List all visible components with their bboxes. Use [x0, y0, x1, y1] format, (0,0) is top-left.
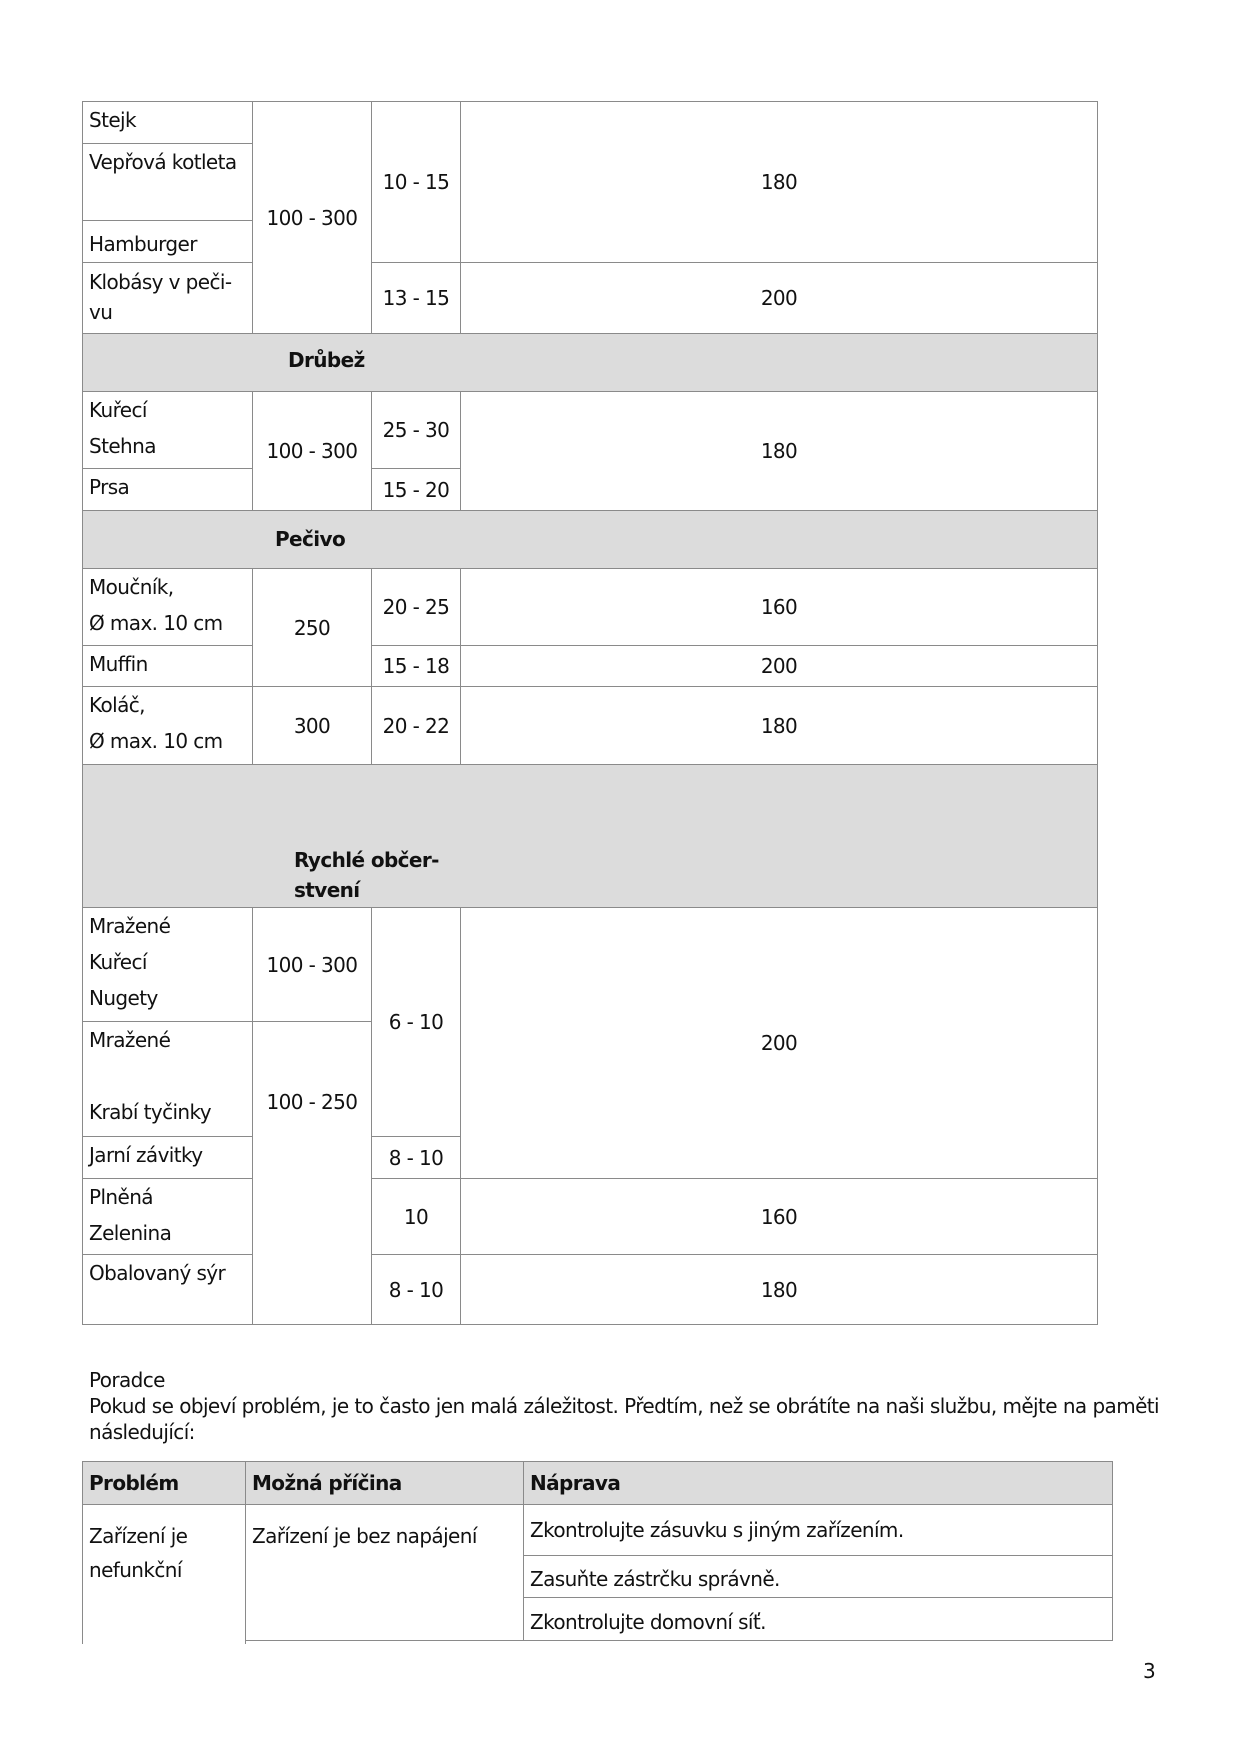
temp-value: 160: [760, 595, 798, 619]
food-label: Plněná: [89, 1185, 153, 1209]
cell-remedy: [523, 1504, 1113, 1556]
cell-temp: [460, 686, 1098, 765]
time-value: 10 - 15: [382, 170, 450, 194]
cell-time: [371, 1254, 461, 1325]
column-header: Problém: [89, 1471, 179, 1495]
cell-muffin: [82, 645, 253, 687]
cause-text: Zařízení je bez napájení: [252, 1524, 477, 1548]
food-label: Ø max. 10 cm: [89, 729, 223, 753]
cell-temp: [460, 1254, 1098, 1325]
section-header-pastry: [82, 510, 1098, 569]
remedy-text: Zkontrolujte domovní síť.: [530, 1610, 766, 1634]
cell-weight: [252, 907, 372, 1022]
food-label: Moučník,: [89, 575, 174, 599]
cell-time: [371, 645, 461, 687]
cell-temp: [460, 568, 1098, 646]
cell-nugety: [82, 907, 253, 1022]
cell-problem: [82, 1504, 246, 1644]
remedy-text: Zkontrolujte zásuvku s jiným zařízením.: [530, 1518, 904, 1542]
food-label: Hamburger: [89, 232, 197, 256]
time-value: 20 - 22: [382, 713, 450, 738]
cell-time: [371, 468, 461, 511]
temp-value: 180: [760, 713, 798, 738]
cell-plnena: [82, 1178, 253, 1255]
food-label: Koláč,: [89, 693, 145, 717]
cell-temp: [460, 262, 1098, 334]
time-value: 25 - 30: [382, 418, 450, 442]
column-header: Možná příčina: [252, 1471, 402, 1495]
food-label: Muffin: [89, 652, 148, 676]
time-value: 10: [403, 1204, 429, 1229]
cell-syr: [82, 1254, 253, 1325]
problem-text: nefunkční: [89, 1558, 182, 1582]
cell-time: [371, 568, 461, 646]
cell-hamburger: [82, 220, 253, 263]
temp-value: 200: [760, 1031, 798, 1055]
weight-value: 250: [293, 615, 331, 640]
time-value: 13 - 15: [382, 286, 450, 310]
cell-klobasy: [82, 262, 253, 334]
time-value: 20 - 25: [382, 595, 450, 619]
time-value: 6 - 10: [388, 1010, 444, 1034]
cell-weight: [252, 1021, 372, 1325]
cell-cause: [245, 1504, 524, 1641]
section-title: Drůbež: [288, 348, 365, 372]
section-title: Pečivo: [275, 527, 346, 551]
food-label: Obalovaný sýr: [89, 1261, 226, 1285]
weight-value: 100 - 300: [266, 952, 358, 977]
food-label: Krabí tyčinky: [89, 1100, 212, 1124]
cell-time: [371, 262, 461, 334]
cell-temp: [460, 645, 1098, 687]
cell-temp: [460, 907, 1098, 1179]
food-label: Stejk: [89, 108, 136, 132]
food-label: Mražené: [89, 914, 171, 938]
cell-time: [371, 391, 461, 469]
food-label: Nugety: [89, 986, 158, 1010]
temp-value: 180: [760, 439, 798, 463]
weight-value: 100 - 300: [266, 205, 358, 230]
header-remedy: [523, 1461, 1113, 1505]
cell-jarni: [82, 1136, 253, 1179]
weight-value: 100 - 250: [266, 1090, 358, 1114]
food-label: Klobásy v peči-: [89, 270, 232, 294]
food-label: Kuřecí: [89, 950, 147, 974]
cell-weight: [252, 568, 372, 687]
cell-moucnik: [82, 568, 253, 646]
section-title: [294, 845, 439, 905]
cell-time: [371, 1136, 461, 1179]
cell-weight: [252, 391, 372, 511]
temp-value: 160: [760, 1204, 798, 1229]
food-label: Mražené: [89, 1028, 171, 1052]
section-title-line: Rychlé občer-: [294, 848, 439, 872]
food-label: Kuřecí: [89, 398, 147, 422]
temp-value: 200: [760, 286, 798, 310]
cell-weight: [252, 686, 372, 765]
section-title-line: stvení: [294, 878, 360, 902]
time-value: 15 - 18: [382, 654, 450, 678]
cell-veprova: [82, 143, 253, 221]
section-header-poultry: [82, 333, 1098, 392]
cell-prsa: [82, 468, 253, 511]
temp-value: 180: [760, 1277, 798, 1302]
cell-temp: [460, 1178, 1098, 1255]
header-problem: [82, 1461, 246, 1505]
temp-value: 200: [760, 654, 798, 678]
problem-text: Zařízení je: [89, 1524, 188, 1548]
cell-time: [371, 1178, 461, 1255]
cell-weight: [252, 101, 372, 334]
food-label: vu: [89, 300, 113, 324]
advice-title: Poradce: [89, 1368, 165, 1392]
food-label: Ø max. 10 cm: [89, 611, 223, 635]
cell-kolac: [82, 686, 253, 765]
food-label: Prsa: [89, 475, 130, 499]
temp-value: 180: [760, 170, 798, 194]
cell-krabi: [82, 1021, 253, 1137]
time-value: 8 - 10: [388, 1145, 444, 1170]
food-label: Jarní závitky: [89, 1143, 203, 1167]
header-cause: [245, 1461, 524, 1505]
time-value: 15 - 20: [382, 477, 450, 502]
section-header-snacks: [82, 764, 1098, 908]
column-header: Náprava: [530, 1471, 621, 1495]
cell-temp: [460, 391, 1098, 511]
time-value: 8 - 10: [388, 1277, 444, 1302]
weight-value: 100 - 300: [266, 439, 358, 463]
food-label: Stehna: [89, 434, 156, 458]
advice-text: Pokud se objeví problém, je to často jen malá záležitost. Předtím, než se obrátíte na naši službu, mějte na paměti: [89, 1394, 1159, 1418]
food-label: Zelenina: [89, 1221, 172, 1245]
page-number: 3: [1143, 1659, 1156, 1683]
cell-remedy: [523, 1555, 1113, 1598]
food-label: Vepřová kotleta: [89, 150, 237, 174]
cell-time: [371, 686, 461, 765]
cell-time: [371, 907, 461, 1137]
cell-remedy: [523, 1597, 1113, 1641]
advice-text: následující:: [89, 1420, 195, 1444]
cell-temp: [460, 101, 1098, 263]
cell-time: [371, 101, 461, 263]
remedy-text: Zasuňte zástrčku správně.: [530, 1567, 780, 1591]
weight-value: 300: [293, 713, 331, 738]
cell-stejk: [82, 101, 253, 144]
cell-kureci: [82, 391, 253, 469]
